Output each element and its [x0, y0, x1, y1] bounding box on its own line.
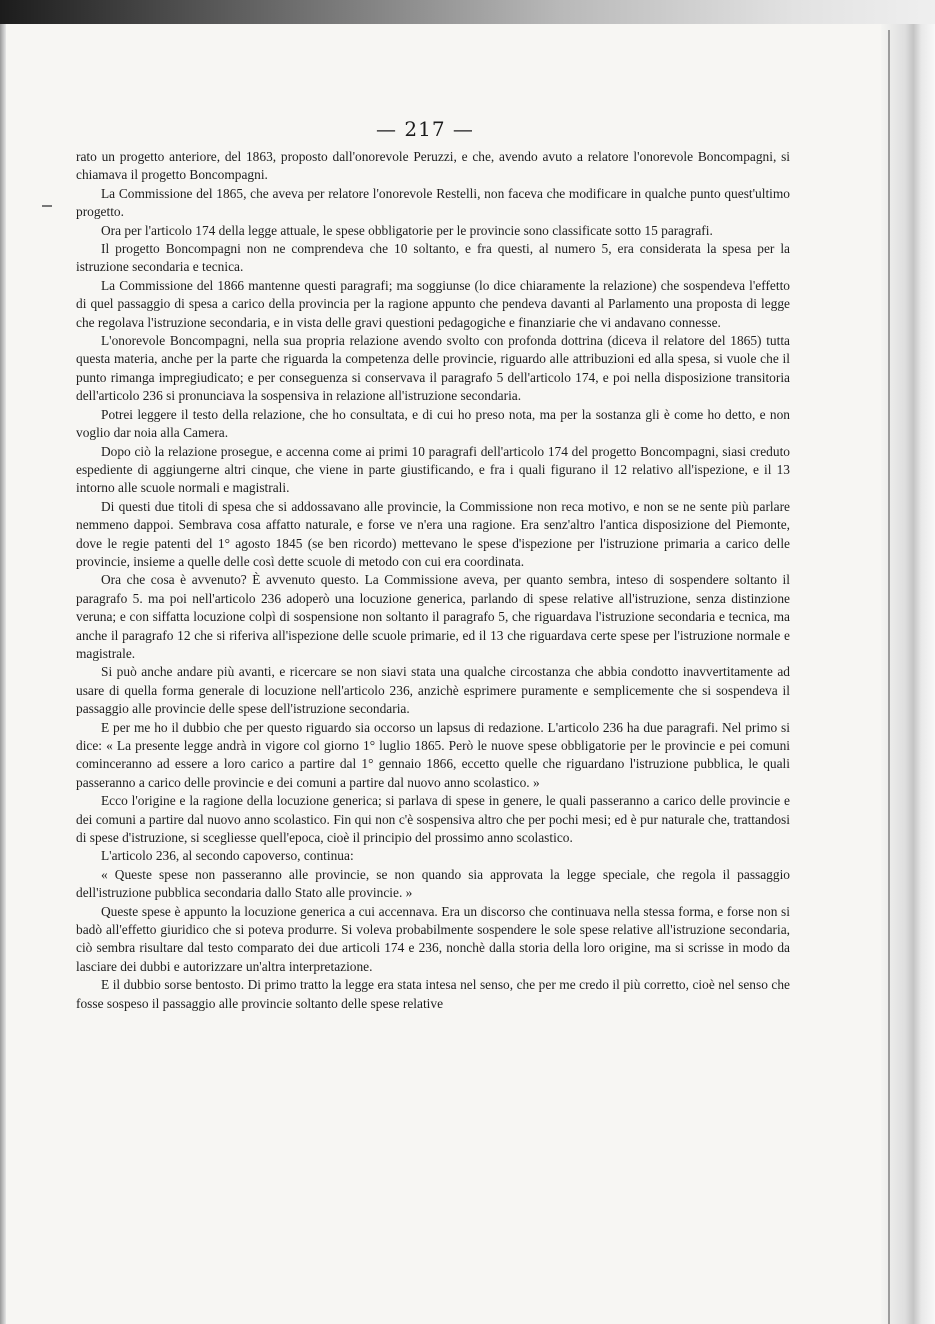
paragraph: Potrei leggere il testo della relazione, che ho consultata, e di cui ho preso nota, ma per la sostanza gli è come ho detto, e non voglio dar noia alla Camera. [76, 406, 790, 441]
paragraph: « Queste spese non passeranno alle provincie, se non quando sia approvata la legge speciale, che regola il passaggio dell'istruzione pubblica secondaria dallo Stato alle provincie. » [76, 866, 790, 901]
body-text [76, 148, 790, 1013]
margin-mark [42, 205, 52, 207]
paragraph: Ora che cosa è avvenuto? È avvenuto questo. La Commissione aveva, per quanto sembra, inteso di sospendere soltanto il paragrafo 5. ma poi nell'articolo 236 adoperò una locuzione generica, parlando di spese relative all'istruzione, senza distinzione veruna; e con siffatta locuzione colpì di sospensione non soltanto il paragrafo 5, che riguardava l'istruzione secondaria e tecnica, ma anche il paragrafo 12 che si riferiva all'ispezione delle scuole primarie, ed il 13 che riguardava certe spese per l'istruzione normale e magistrale. [76, 572, 790, 661]
paragraph: L'onorevole Boncompagni, nella sua propria relazione avendo svolto con profonda dottrina (diceva il relatore del 1865) tutta questa materia, anche per la parte che riguarda la competenza delle provincie, riguardo alle attribuzioni ed alla spesa, si vuole che il punto rimanga impregiudicato; e per conseguenza si conservava il paragrafo 5 dell'articolo 174, e poi nella disposizione transitoria dell'articolo 236 si pronunciava la sospensiva in relazione all'istruzione secondaria. [76, 333, 790, 404]
paragraph: Ecco l'origine e la ragione della locuzione generica; si parlava di spese in genere, le quali passeranno a carico delle provincie e dei comuni a partire dal nuovo anno scolastico. Fin qui non c'è sospensiva altro che per pochi mesi; ed è pur naturale che, trattandosi di spese d'istruzione, si scegliesse quell'epoca, cioè il principio del prossimo anno scolastico. [76, 793, 790, 846]
paragraph: La Commissione del 1865, che aveva per relatore l'onorevole Restelli, non faceva che modificare in qualche punto quest'ultimo progetto. [76, 185, 790, 220]
paragraph: Di questi due titoli di spesa che si addossavano alle provincie, la Commissione non reca motivo, e non se ne sente più parlare nemmeno dappoi. Sembrava cosa affatto naturale, e forse ve n'era una ragione. Era senz'altro l'antica disposizione del Piemonte, dove le regie patenti del 1° agosto 1845 (se ben ricordo) mettevano le spese d'ispezione per l'istruzione primaria a carico delle provincie, insieme a quelle delle così dette scuole di metodo con cui era coordinata. [76, 498, 790, 569]
paragraph: L'articolo 236, al secondo capoverso, continua: [101, 848, 354, 864]
paragraph: Dopo ciò la relazione prosegue, e accenna come ai primi 10 paragrafi dell'articolo 174 del progetto Boncompagni, siasi creduto espediente di aggiungerne altri cinque, che viene in parte giustificando, e fra i quali figurano il 12 relativo all'ispezione, e il 13 intorno alle scuole normali e magistrali. [76, 443, 790, 496]
paragraph: E il dubbio sorse bentosto. Di primo tratto la legge era stata intesa nel senso, che per me credo il più corretto, cioè nel senso che fosse sospeso il passaggio alle provincie soltanto delle spese relative [76, 977, 790, 1011]
paragraph: Ora per l'articolo 174 della legge attuale, le spese obbligatorie per le provincie sono classificate sotto 15 paragrafi. [101, 222, 713, 238]
page-fold-line [888, 30, 890, 1324]
paragraph: rato un progetto anteriore, del 1863, proposto dall'onorevole Peruzzi, e che, avendo avuto a relatore l'onorevole Boncompagni, si chiamava il progetto Boncompagni. [76, 149, 790, 183]
paragraph: E per me ho il dubbio che per questo riguardo sia occorso un lapsus di redazione. L'articolo 236 ha due paragrafi. Nel primo si dice: « La presente legge andrà in vigore col giorno 1° luglio 1865. Però le nuove spese obbligatorie per le provincie e pei comuni cominceranno ad essere a loro carico a partire dal 1° gennaio 1866, eccetto quelle che riguardano l'istruzione pubblica, le quali passeranno a carico delle provincie e dei comuni a partire dal nuovo anno scolastico. » [76, 719, 790, 790]
scan-top-edge [0, 0, 935, 24]
scan-left-edge [0, 24, 6, 1324]
paragraph: Si può anche andare più avanti, e ricercare se non siavi stata una qualche circostanza che abbia condotto inavvertitamente ad usare di quella forma generale di locuzione nell'articolo 236, anzichè esprimere puramente e semplicemente che si sospendeva il passaggio alle provincie delle spese dell'istruzione secondaria. [76, 664, 790, 717]
paragraph: La Commissione del 1866 mantenne questi paragrafi; ma soggiunse (lo dice chiaramente la relazione) che sospendeva l'effetto di quel passaggio di spesa a carico della provincia per la ragione appunto che pendeva davanti al Parlamento una proposta di legge che regolava l'istruzione secondaria, e in vista delle gravi questioni pedagogiche e finanziarie che vi andavano connesse. [76, 277, 790, 330]
page-number: — 217 — [376, 117, 474, 141]
paragraph: Queste spese è appunto la locuzione generica a cui accennava. Era un discorso che continuava nella stessa forma, e forse non si badò all'effetto giuridico che si poteva produrre. Si voleva probabilmente sospendere le sole spese relative all'istruzione secondaria, ciò sembra risultare dal testo comparato dei due articoli 174 e 236, nonchè dalla storia della loro origine, ma si scrisse in modo da lasciare dei dubbi e autorizzare un'altra interpretazione. [76, 903, 790, 974]
paragraph: Il progetto Boncompagni non ne comprendeva che 10 soltanto, e fra questi, al numero 5, era considerata la spesa per la istruzione secondaria e tecnica. [76, 241, 790, 275]
